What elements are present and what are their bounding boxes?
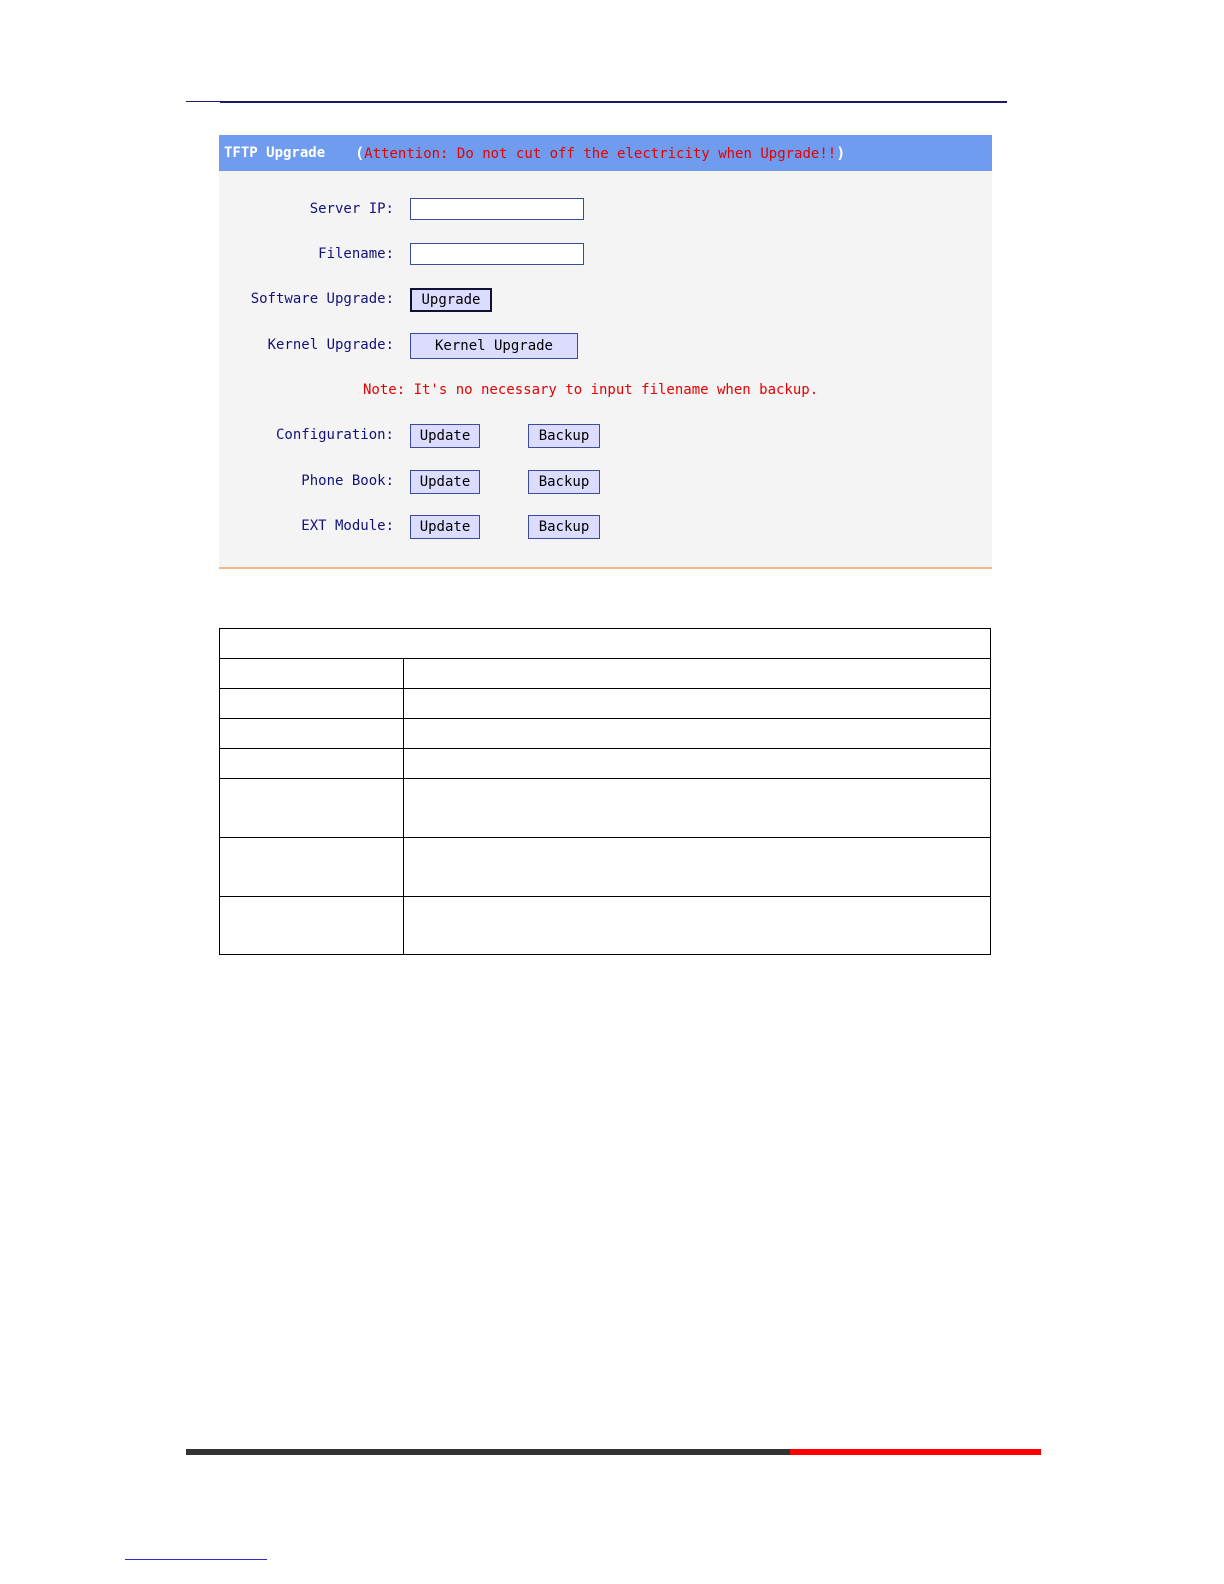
table-row [220,749,991,779]
table-cell [404,689,991,719]
table-cell [220,659,404,689]
phone-book-update-button[interactable]: Update [410,470,480,494]
table-cell [404,779,991,838]
table-row [220,719,991,749]
table-cell [220,838,404,897]
attention-message [355,144,845,162]
table-cell [220,749,404,779]
upgrade-button[interactable]: Upgrade [410,288,492,312]
table-cell [404,749,991,779]
table-header-cell [220,629,991,659]
server-ip-input[interactable] [410,198,584,220]
panel-header [219,135,992,171]
phone-book-label: Phone Book: [301,473,394,489]
phone-book-backup-button[interactable]: Backup [528,470,600,494]
header-rule [220,101,1007,103]
panel-title: TFTP Upgrade [224,145,326,161]
table-cell [404,659,991,689]
server-ip-label: Server IP: [309,201,394,217]
footer-link-underline[interactable] [125,1559,267,1560]
table-cell [220,779,404,838]
footer-bar-dark [186,1449,790,1455]
table-row [220,659,991,689]
software-upgrade-label: Software Upgrade: [250,291,394,307]
ext-module-backup-button[interactable]: Backup [528,515,600,539]
table-row [220,779,991,838]
filename-label: Filename: [318,246,394,262]
attention-open-paren: ( [355,144,365,162]
attention-close-paren: ) [836,144,846,162]
table-cell [220,689,404,719]
footer-bar-red [790,1449,1041,1455]
parameter-table [219,628,991,955]
table-header-row [220,629,991,659]
configuration-label: Configuration: [275,427,394,443]
table-row [220,897,991,955]
table-cell [404,838,991,897]
backup-note: Note: It's no necessary to input filename when backup. [363,382,819,398]
table-row [220,689,991,719]
tftp-upgrade-panel [219,135,992,569]
table-cell [404,897,991,955]
configuration-update-button[interactable]: Update [410,424,480,448]
configuration-backup-button[interactable]: Backup [528,424,600,448]
ext-module-update-button[interactable]: Update [410,515,480,539]
table-cell [220,897,404,955]
header-rule-left [186,101,220,102]
table-cell [404,719,991,749]
kernel-upgrade-label: Kernel Upgrade: [267,337,394,353]
table-row [220,838,991,897]
attention-text: Attention: Do not cut off the electricity when Upgrade!! [364,146,837,162]
ext-module-label: EXT Module: [301,518,394,534]
kernel-upgrade-button[interactable]: Kernel Upgrade [410,333,578,359]
table-cell [220,719,404,749]
filename-input[interactable] [410,243,584,265]
